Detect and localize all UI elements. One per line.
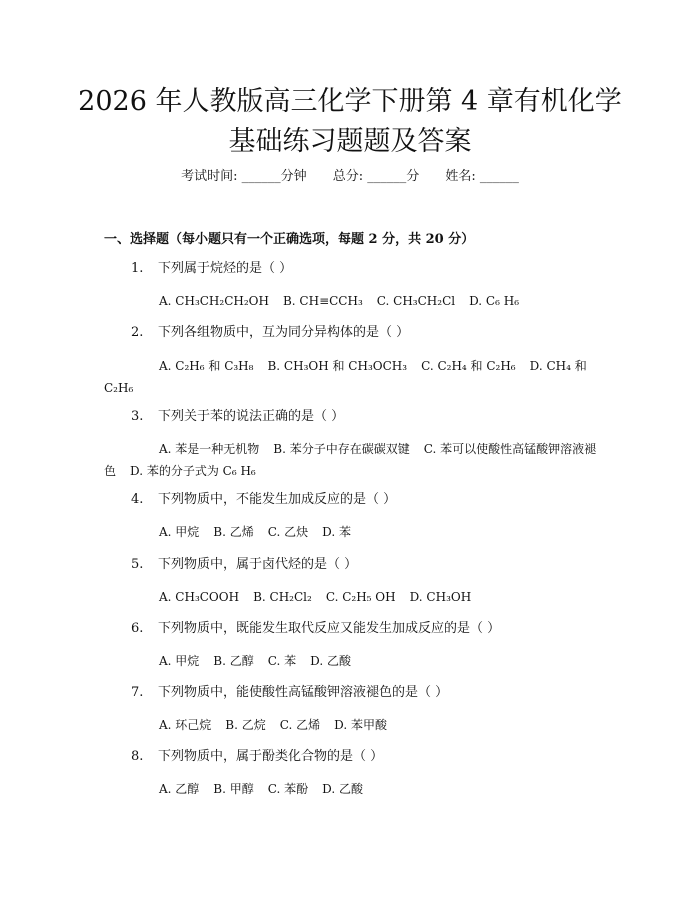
- option-a: A. C₂H₆ 和 C₃H₈: [159, 359, 254, 373]
- option-d: D. 乙酸: [322, 782, 363, 796]
- question-number: 7.: [131, 685, 144, 700]
- option-c: C. CH₃CH₂Cl: [376, 294, 456, 308]
- question-number: 1.: [131, 261, 144, 276]
- exam-info: [0, 167, 700, 187]
- option-b: B. 乙烷: [225, 718, 266, 732]
- option-c: C. 苯酚: [267, 782, 309, 796]
- question-number: 5.: [131, 557, 144, 572]
- question-1: [131, 259, 651, 279]
- question-6-options: [104, 650, 604, 672]
- title-line-1: 2026 年人教版高三化学下册第 4 章有机化学: [78, 86, 622, 117]
- exam-name: 姓名: ______: [445, 169, 519, 184]
- option-b: B. CH₂Cl₂: [253, 590, 312, 604]
- question-7-options: [104, 714, 604, 736]
- option-d: D. CH₃OH: [409, 590, 472, 604]
- question-8-options: [104, 778, 604, 800]
- question-1-options: [104, 290, 604, 312]
- question-text: 下列物质中，属于酚类化合物的是（ ）: [158, 749, 384, 764]
- question-number: 8.: [131, 749, 144, 764]
- question-6: [131, 619, 651, 639]
- question-text: 下列物质中，属于卤代烃的是（ ）: [158, 557, 358, 572]
- option-a: A. 甲烷: [159, 525, 200, 539]
- question-2-options: [104, 355, 604, 399]
- question-5: [131, 555, 651, 575]
- option-a: A. 苯是一种无机物: [159, 442, 260, 456]
- question-2: [131, 323, 651, 343]
- option-c: C. C₂H₄ 和 C₂H₆: [421, 359, 516, 373]
- option-b: B. 苯分子中存在碳碳双键: [273, 442, 410, 456]
- option-a: A. 甲烷: [159, 654, 200, 668]
- question-number: 4.: [131, 492, 144, 507]
- question-text: 下列物质中，既能发生取代反应又能发生加成反应的是（ ）: [158, 621, 501, 636]
- section-heading: 一、选择题（每小题只有一个正确选项，每题 2 分，共 20 分）: [104, 232, 475, 247]
- question-4: [131, 490, 651, 510]
- question-5-options: [104, 586, 604, 608]
- option-c: C. C₂H₅ OH: [325, 590, 396, 604]
- option-b: B. 乙醇: [213, 654, 254, 668]
- option-a: A. 环己烷: [159, 718, 212, 732]
- question-number: 2.: [131, 325, 144, 340]
- question-3: [131, 407, 651, 427]
- option-b: B. 甲醇: [213, 782, 254, 796]
- option-b: B. CH≡CCH₃: [282, 294, 363, 308]
- question-number: 6.: [131, 621, 144, 636]
- option-d: D. C₆ H₆: [469, 294, 519, 308]
- option-a: A. 乙醇: [159, 782, 200, 796]
- option-b: B. CH₃OH 和 CH₃OCH₃: [267, 359, 408, 373]
- option-b: B. 乙烯: [213, 525, 254, 539]
- option-c: C. 苯可以使酸性高锰酸钾溶液褪色: [104, 442, 597, 478]
- exam-score: 总分: ______分: [332, 169, 420, 184]
- option-d: D. CH₄ 和 C₂H₆: [104, 359, 587, 395]
- option-d: D. 苯的分子式为 C₆ H₆: [130, 464, 256, 478]
- question-8: [131, 747, 651, 767]
- option-d: D. 乙酸: [310, 654, 351, 668]
- question-text: 下列属于烷烃的是（ ）: [158, 261, 293, 276]
- question-4-options: [104, 521, 604, 543]
- option-a: A. CH₃COOH: [159, 590, 240, 604]
- option-a: A. CH₃CH₂CH₂OH: [159, 294, 269, 308]
- document-title: [0, 82, 700, 162]
- option-c: C. 苯: [267, 654, 297, 668]
- question-text: 下列物质中，不能发生加成反应的是（ ）: [158, 492, 397, 507]
- question-3-options: [104, 438, 604, 482]
- question-7: [131, 683, 651, 703]
- question-text: 下列关于苯的说法正确的是（ ）: [158, 409, 345, 424]
- exam-time: 考试时间: ______分钟: [181, 169, 307, 184]
- question-text: 下列各组物质中，互为同分异构体的是（ ）: [158, 325, 410, 340]
- option-d: D. 苯: [322, 525, 351, 539]
- option-d: D. 苯甲酸: [334, 718, 387, 732]
- question-text: 下列物质中，能使酸性高锰酸钾溶液褪色的是（ ）: [158, 685, 449, 700]
- question-number: 3.: [131, 409, 144, 424]
- option-c: C. 乙烯: [279, 718, 321, 732]
- option-c: C. 乙炔: [267, 525, 309, 539]
- title-line-2: 基础练习题题及答案: [228, 126, 472, 157]
